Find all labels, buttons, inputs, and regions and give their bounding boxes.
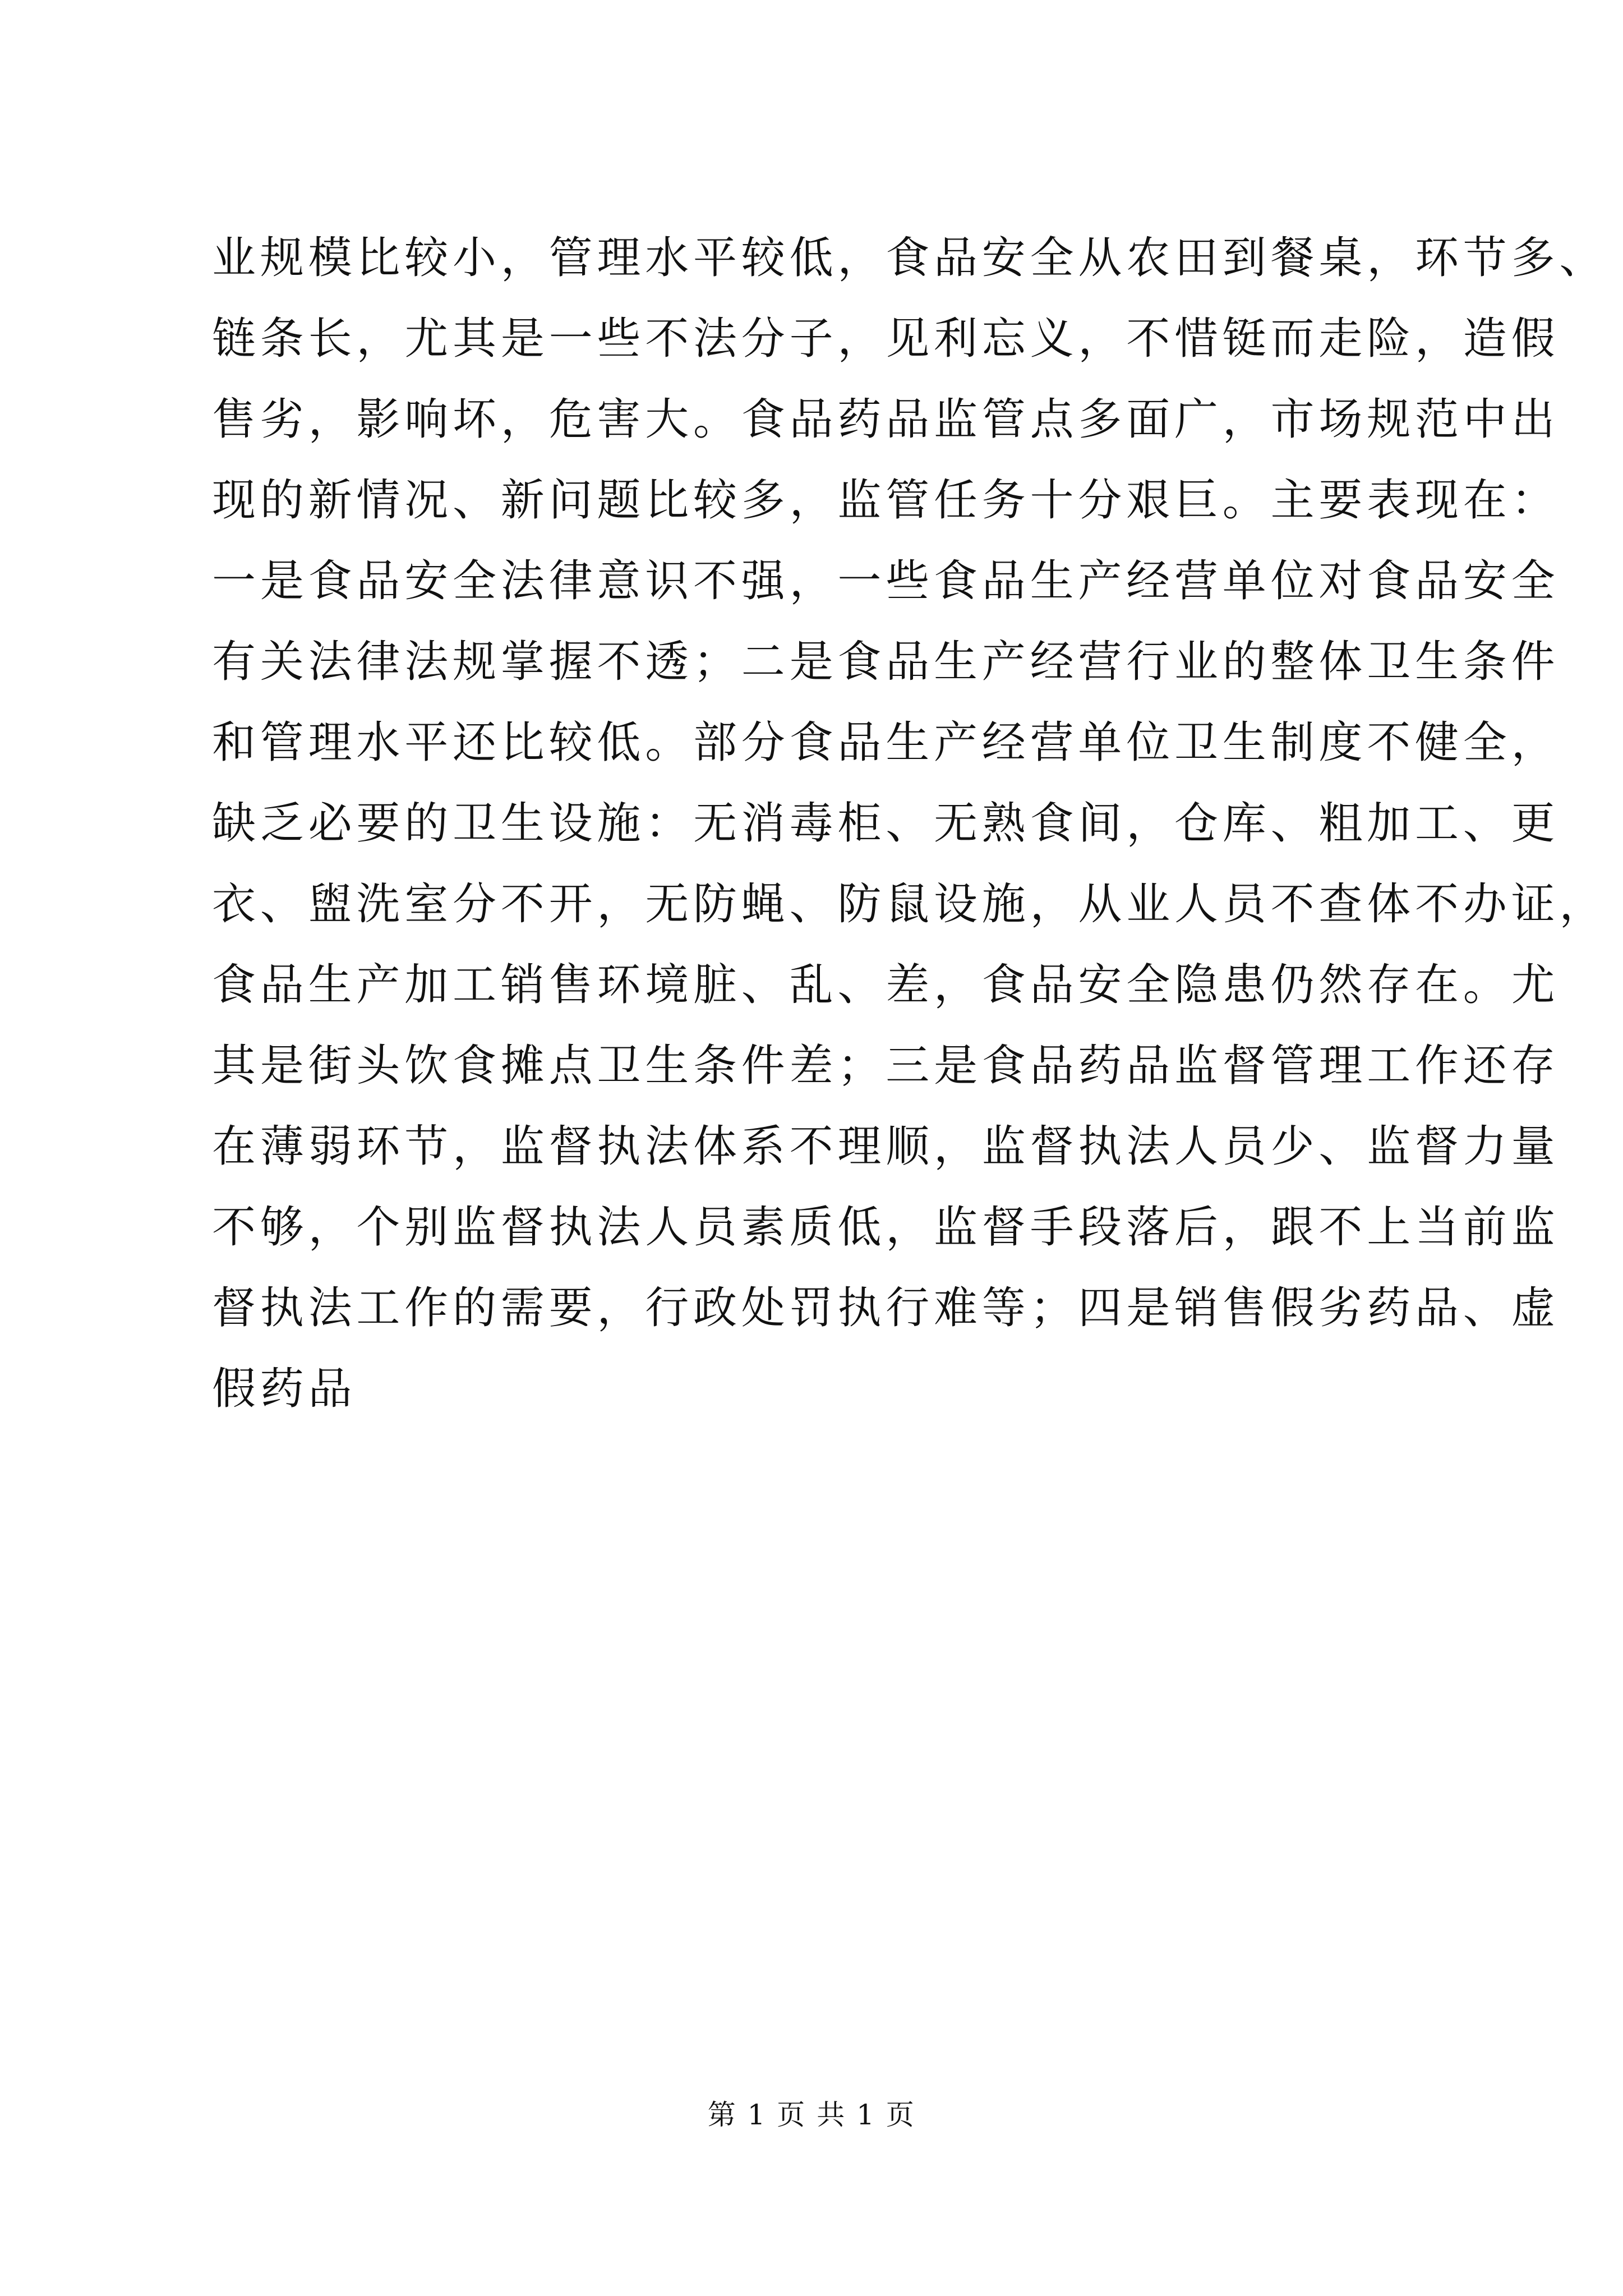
page-footer: [0, 2095, 1623, 2134]
paragraph-line: 有关法律法规掌握不透；二是食品生产经营行业的整体卫生条件: [212, 637, 1560, 687]
document-body: [212, 218, 1608, 1429]
page-number-indicator: 第 1 页 共 1 页: [707, 2099, 916, 2131]
paragraph-line: 缺乏必要的卫生设施：无消毒柜、无熟食间，仓库、粗加工、更: [212, 798, 1560, 849]
paragraph-line: 一是食品安全法律意识不强，一些食品生产经营单位对食品安全: [212, 556, 1560, 606]
paragraph-line: 假药品: [212, 1364, 357, 1414]
paragraph-line: 链条长，尤其是一些不法分子，见利忘义，不惜铤而走险，造假: [212, 314, 1560, 364]
paragraph-line: 和管理水平还比较低。部分食品生产经营单位卫生制度不健全，: [212, 717, 1560, 768]
paragraph-line: 其是街头饮食摊点卫生条件差；三是食品药品监督管理工作还存: [212, 1041, 1560, 1091]
paragraph-line: 衣、盥洗室分不开，无防蝇、防鼠设施，从业人员不查体不办证，: [212, 879, 1608, 930]
paragraph-line: 督执法工作的需要，行政处罚执行难等；四是销售假劣药品、虚: [212, 1283, 1560, 1333]
paragraph-line: 现的新情况、新问题比较多，监管任务十分艰巨。主要表现在：: [212, 475, 1560, 526]
paragraph-line: 在薄弱环节，监督执法体系不理顺，监督执法人员少、监督力量: [212, 1121, 1560, 1172]
paragraph-line: 食品生产加工销售环境脏、乱、差，食品安全隐患仍然存在。尤: [212, 960, 1560, 1010]
paragraph-line: 不够，个别监督执法人员素质低，监督手段落后，跟不上当前监: [212, 1202, 1560, 1253]
paragraph-line: 售劣，影响坏，危害大。食品药品监管点多面广，市场规范中出: [212, 394, 1560, 445]
paragraph-line: 业规模比较小，管理水平较低，食品安全从农田到餐桌，环节多、: [212, 233, 1608, 283]
